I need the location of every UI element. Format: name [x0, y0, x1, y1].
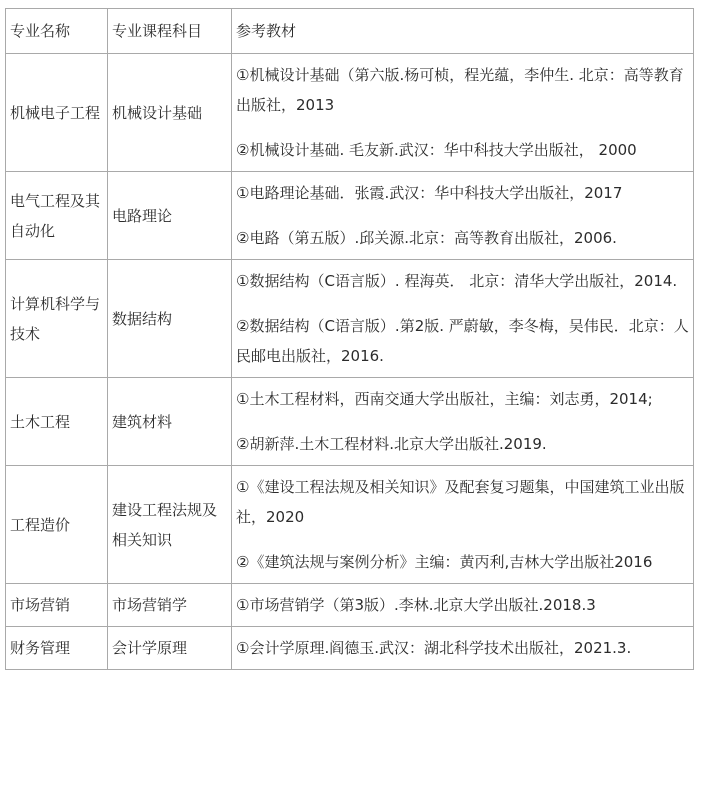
textbooks-cell: [232, 54, 694, 172]
textbooks-cell: [232, 584, 694, 627]
textbook-entry: ②电路（第五版）.邱关源.北京：高等教育出版社，2006.: [236, 229, 617, 247]
table-row: [6, 54, 694, 172]
table-row: [6, 466, 694, 584]
table-header-row: [6, 9, 694, 54]
course-cell: 会计学原理: [108, 627, 232, 670]
course-cell: 机械设计基础: [108, 54, 232, 172]
textbooks-cell: [232, 378, 694, 466]
textbook-entry: ①土木工程材料，西南交通大学出版社，主编：刘志勇，2014;: [236, 390, 653, 408]
table-row: [6, 627, 694, 670]
reference-textbook-table: [5, 8, 694, 670]
textbook-entry: ②机械设计基础. 毛友新.武汉：华中科技大学出版社， 2000: [236, 141, 637, 159]
textbook-entry: ①电路理论基础．张霞.武汉：华中科技大学出版社，2017: [236, 184, 623, 202]
major-cell: 财务管理: [6, 627, 108, 670]
header-course: 专业课程科目: [108, 9, 232, 54]
course-cell: 建筑材料: [108, 378, 232, 466]
course-cell: 数据结构: [108, 260, 232, 378]
major-cell: 市场营销: [6, 584, 108, 627]
textbook-entry: ②数据结构（C语言版）.第2版. 严蔚敏，李冬梅，吴伟民．北京：人民邮电出版社，2016.: [236, 317, 689, 365]
course-cell: 市场营销学: [108, 584, 232, 627]
table-row: [6, 172, 694, 260]
textbook-entry: ①市场营销学（第3版）.李林.北京大学出版社.2018.3: [236, 596, 596, 614]
textbooks-cell: [232, 260, 694, 378]
major-cell: 机械电子工程: [6, 54, 108, 172]
header-textbooks: 参考教材: [232, 9, 694, 54]
textbook-entry: ①机械设计基础（第六版.杨可桢，程光蕴，李仲生. 北京：高等教育出版社，2013: [236, 66, 684, 114]
major-cell: 计算机科学与技术: [6, 260, 108, 378]
textbook-entry: ①《建设工程法规及相关知识》及配套复习题集，中国建筑工业出版社，2020: [236, 478, 685, 526]
major-cell: 土木工程: [6, 378, 108, 466]
header-major: 专业名称: [6, 9, 108, 54]
textbook-entry: ②《建筑法规与案例分析》主编：黄丙利,吉林大学出版社2016: [236, 553, 653, 571]
course-cell: 建设工程法规及相关知识: [108, 466, 232, 584]
course-cell: 电路理论: [108, 172, 232, 260]
major-cell: 电气工程及其自动化: [6, 172, 108, 260]
table-row: [6, 584, 694, 627]
textbooks-cell: [232, 466, 694, 584]
textbooks-cell: [232, 172, 694, 260]
table-row: [6, 260, 694, 378]
major-cell: 工程造价: [6, 466, 108, 584]
textbook-entry: ①会计学原理.阎德玉.武汉：湖北科学技术出版社，2021.3.: [236, 639, 632, 657]
textbook-entry: ①数据结构（C语言版）. 程海英． 北京：清华大学出版社，2014.: [236, 272, 678, 290]
textbook-entry: ②胡新萍.土木工程材料.北京大学出版社.2019.: [236, 435, 547, 453]
table-row: [6, 378, 694, 466]
textbooks-cell: [232, 627, 694, 670]
